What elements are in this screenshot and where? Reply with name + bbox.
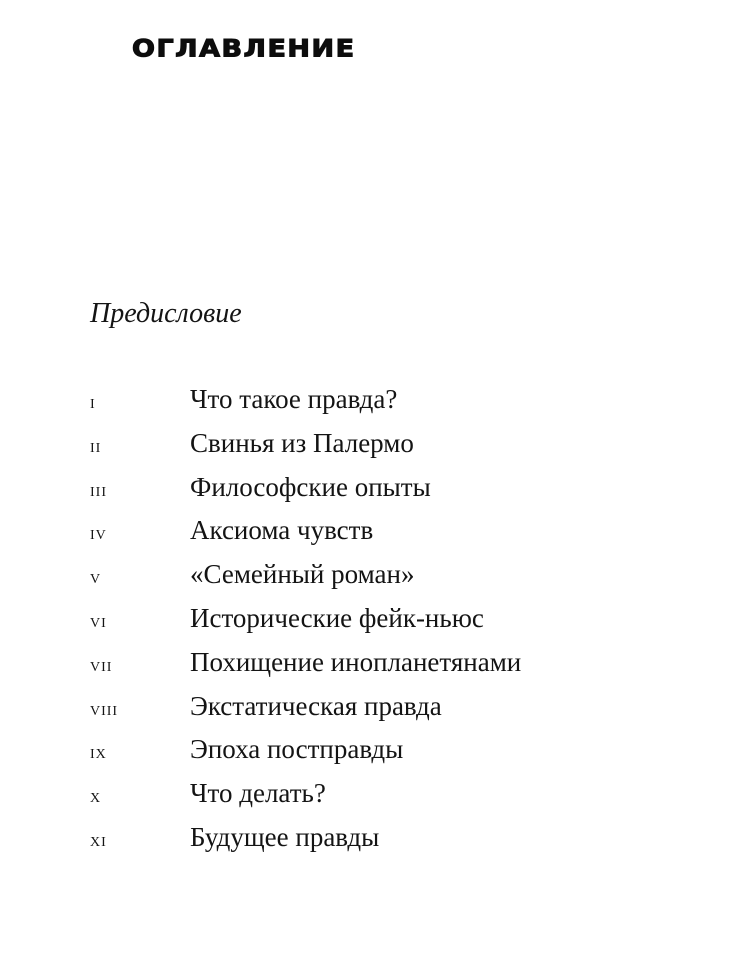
chapter-row-1: [90, 384, 521, 428]
chapter-title: Философские опыты: [190, 471, 431, 502]
chapter-number: viii: [90, 697, 119, 720]
chapter-row-7: [90, 647, 521, 691]
chapter-number: v: [90, 566, 102, 589]
chapter-title: Исторические фейк-ньюс: [190, 602, 484, 633]
chapter-title: Экстатическая правда: [190, 690, 442, 721]
chapter-row-6: [90, 603, 521, 647]
chapter-number: xi: [90, 828, 107, 851]
chapter-number: ii: [90, 434, 102, 457]
chapter-title: Свинья из Палермо: [190, 427, 414, 458]
chapter-row-8: [90, 691, 521, 735]
chapter-row-9: [90, 734, 521, 778]
chapter-row-2: [90, 428, 521, 472]
chapter-row-10: [90, 778, 521, 822]
chapter-list: [90, 384, 521, 866]
toc-heading: ОГЛАВЛЕНИЕ: [132, 34, 356, 63]
chapter-number: x: [90, 785, 102, 808]
chapter-row-3: [90, 472, 521, 516]
chapter-number: iv: [90, 522, 107, 545]
chapter-title: «Семейный роман»: [190, 559, 415, 590]
chapter-title: Что такое правда?: [190, 384, 398, 414]
chapter-number: vi: [90, 609, 107, 632]
chapter-row-11: [90, 822, 521, 866]
chapter-row-5: [90, 559, 521, 603]
preface-entry: Предисловие: [90, 298, 242, 329]
chapter-number: vii: [90, 653, 113, 676]
chapter-title: Аксиома чувств: [190, 515, 374, 546]
chapter-title: Что делать?: [190, 778, 326, 809]
chapter-number: i: [90, 391, 96, 413]
chapter-title: Эпоха постправды: [190, 734, 404, 765]
chapter-number: ix: [90, 741, 107, 764]
chapter-row-4: [90, 515, 521, 559]
chapter-title: Будущее правды: [190, 821, 380, 852]
chapter-number: iii: [90, 478, 107, 501]
chapter-title: Похищение инопланетянами: [190, 646, 522, 677]
